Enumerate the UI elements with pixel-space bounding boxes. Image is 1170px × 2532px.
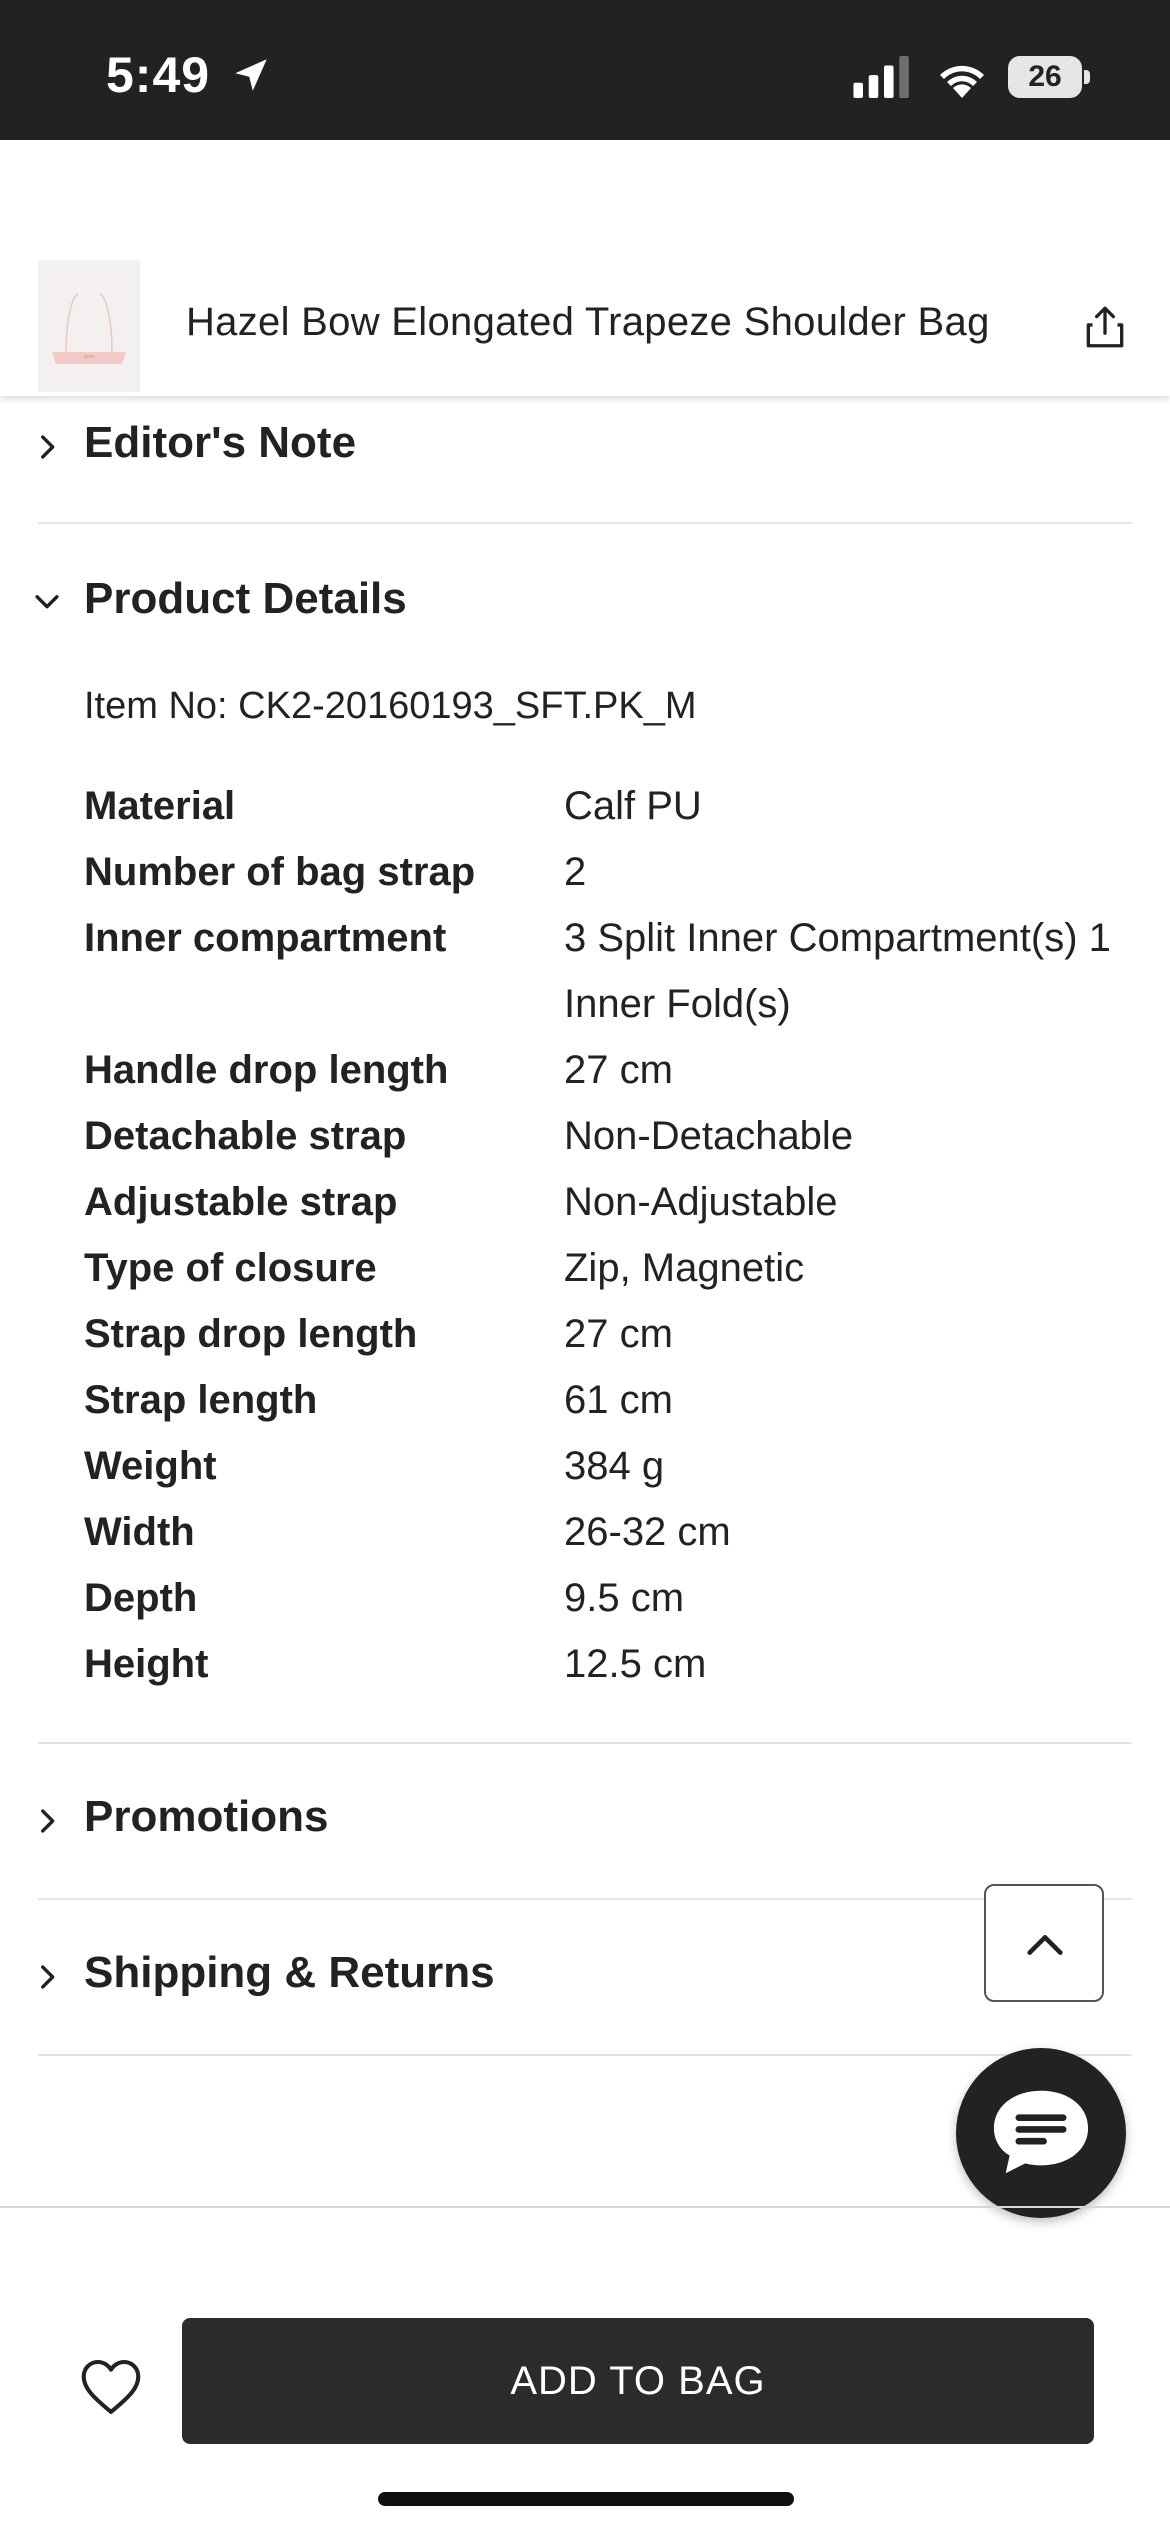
spec-label: Height (84, 1642, 209, 1686)
product-title: Hazel Bow Elongated Trapeze Shoulder Bag (186, 300, 990, 344)
spec-value: 27 cm (564, 1312, 673, 1356)
accordion-product-details[interactable] (0, 564, 1170, 644)
item-number: Item No: CK2-20160193_SFT.PK_M (84, 685, 697, 727)
spec-value: Non-Detachable (564, 1114, 854, 1158)
bottom-bar-divider (0, 2206, 1170, 2208)
accordion-title: Product Details (84, 574, 407, 623)
share-icon[interactable] (1080, 302, 1130, 352)
spec-label: Strap length (84, 1378, 318, 1422)
bag-thumbnail-image (38, 260, 140, 392)
spec-label: Strap drop length (84, 1312, 418, 1356)
spec-value: Calf PU (564, 784, 702, 828)
spec-label: Number of bag strap (84, 850, 476, 894)
chat-button[interactable] (956, 2048, 1126, 2218)
chevron-down-icon (30, 584, 64, 618)
section-divider (38, 1742, 1132, 1744)
spec-label: Handle drop length (84, 1048, 449, 1092)
battery-tip (1084, 70, 1090, 84)
chevron-right-icon (30, 430, 64, 464)
spec-value: 384 g (564, 1444, 665, 1488)
section-divider (38, 1898, 1132, 1900)
chevron-right-icon (30, 1960, 64, 1994)
accordion-title: Promotions (84, 1792, 329, 1841)
spec-label: Detachable strap (84, 1114, 407, 1158)
accordion-promotions[interactable] (0, 1782, 1170, 1862)
location-arrow-icon (230, 54, 272, 96)
wifi-icon (934, 54, 990, 98)
spec-value: 12.5 cm (564, 1642, 707, 1686)
spec-value: 3 Split Inner Compartment(s) 1 Inner Fold(s) (564, 916, 1111, 1026)
accordion-title: Shipping & Returns (84, 1948, 495, 1997)
spec-label: Width (84, 1510, 195, 1554)
spec-label: Depth (84, 1576, 198, 1620)
signal-icon (852, 56, 916, 98)
section-divider (38, 2054, 1132, 2056)
spec-value: 27 cm (564, 1048, 673, 1092)
product-thumbnail[interactable] (38, 260, 140, 392)
spec-label: Type of closure (84, 1246, 377, 1290)
battery-indicator (1008, 56, 1090, 98)
spec-label: Inner compartment (84, 916, 447, 960)
product-header (0, 140, 1170, 396)
spec-label: Adjustable strap (84, 1180, 398, 1224)
spec-value: Zip, Magnetic (564, 1246, 805, 1290)
section-divider (38, 522, 1132, 524)
spec-value: 26-32 cm (564, 1510, 731, 1554)
chevron-up-icon (1022, 1922, 1068, 1968)
accordion-editors-note[interactable] (0, 408, 1170, 488)
back-to-top-button[interactable] (984, 1884, 1104, 2002)
spec-value: Non-Adjustable (564, 1180, 838, 1224)
accordion-title: Editor's Note (84, 418, 357, 467)
status-time: 5:49 (106, 47, 211, 103)
spec-value: 9.5 cm (564, 1576, 685, 1620)
status-bar (0, 0, 1170, 140)
spec-value: 2 (564, 850, 587, 894)
battery-level: 26 (1028, 60, 1062, 93)
heart-icon[interactable] (78, 2356, 144, 2416)
spec-label: Weight (84, 1444, 217, 1488)
spec-value: 61 cm (564, 1378, 673, 1422)
add-to-bag-button[interactable]: ADD TO BAG (182, 2318, 1094, 2444)
home-indicator (378, 2492, 794, 2506)
spec-label: Material (84, 784, 236, 828)
chat-icon (990, 2086, 1092, 2178)
chevron-right-icon (30, 1804, 64, 1838)
